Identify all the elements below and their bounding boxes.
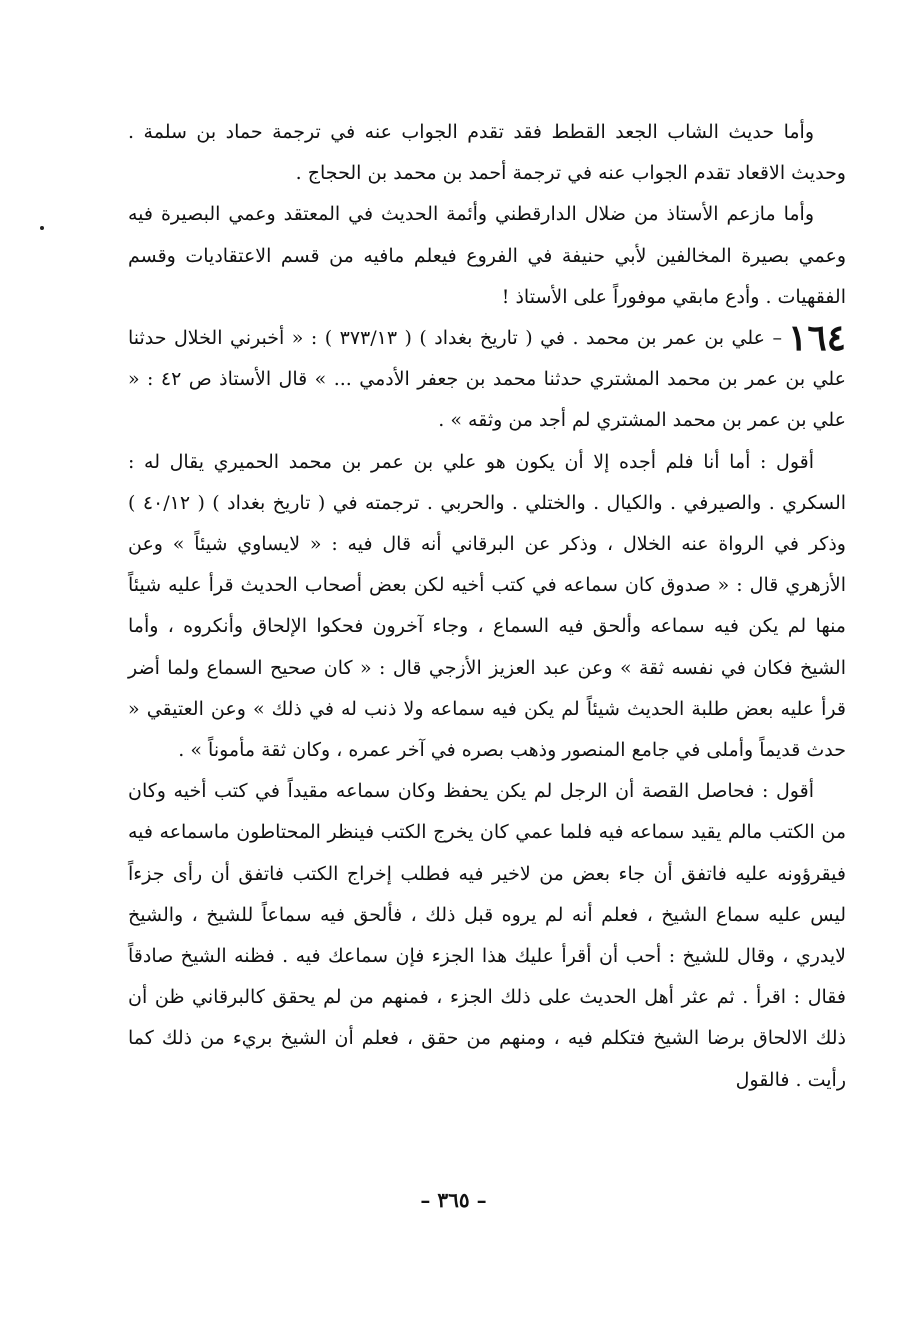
body-text: [128, 112, 846, 1101]
paragraph-aqulu-1: [128, 442, 846, 772]
paragraph-text: أقول : فحاصل القصة أن الرجل لم يكن يحفظ وكان سماعه مقيداً في كتب أخيه وكان من الكتب مالم يقيد سماعه فيه فلما عمي كان يخرج الكتب فينظر المحتاطون ماسماعه فيه فيقرؤونه عليه فاتفق أن جاء بعض من لاخير فيه فطلب إخراج الكتب فاتفق أن رأى جزءاً ليس عليه سماع الشيخ ، فعلم أنه لم يروه قبل ذلك ، فألحق فيه سماعاً للشيخ ، والشيخ لايدري ، وقال للشيخ : أحب أن أقرأ عليك هذا الجزء فإن سماعك فيه . فظنه الشيخ صادقاً فقال : اقرأ . ثم عثر أهل الحديث على ذلك الجزء ، فمنهم من لم يحقق كالبرقاني ظن أن ذلك الالحاق برضا الشيخ فتكلم فيه ، ومنهم من حقق ، فعلم أن الشيخ بريء من ذلك كما رأيت . فالقول: [128, 780, 846, 1091]
page-number: – ٣٦٥ –: [420, 1188, 487, 1212]
paragraph-text: وأما حديث الشاب الجعد القطط فقد تقدم الجواب عنه في ترجمة حماد بن سلمة . وحديث الاقعاد تقدم الجواب عنه في ترجمة أحمد بن محمد بن الحجاج .: [128, 121, 846, 185]
paragraph-aqulu-2: [128, 771, 846, 1101]
paragraph-text: أقول : أما أنا فلم أجده إلا أن يكون هو علي بن عمر بن محمد الحميري يقال له : السكري . والصيرفي . والكيال . والختلي . والحربي . ترجمته في ( تاريخ بغداد ) ( ٤٠/١٢ ) وذكر في الرواة عنه الخلال ، وذكر عن البرقاني أنه قال فيه : « لايساوي شيئاً » وعن الأزهري قال : « صدوق كان سماعه في كتب أخيه لكن بعض أصحاب الحديث قرأ عليه شيئاً منها لم يكن فيه سماعه وألحق فيه السماع ، وجاء آخرون فحكوا الإلحاق وأنكروه ، وأما الشيخ فكان في نفسه ثقة » وعن عبد العزيز الأزجي قال : « كان صحيح السماع ولما أضر قرأ عليه بعض طلبة الحديث شيئاً لم يكن فيه سماعه ولا ذنب له في ذلك » وعن العتيقي « حدث قديماً وأملى في جامع المنصور وذهب بصره في آخر عمره ، وكان ثقة مأموناً » .: [128, 450, 847, 762]
entry-number: ١٦٤: [788, 317, 847, 360]
paragraph-hadith-shab: [128, 112, 846, 194]
entry-heading-text: – علي بن عمر بن محمد . في ( تاريخ بغداد ) ( ٣٧٣/١٣ ) : « أخبرني الخلال حدثنا علي بن عمر بن محمد المشتري حدثنا محمد بن جعفر الأدمي ... » قال الأستاذ ص ٤٢ : « علي بن عمر بن محمد المشتري لم أجد من وثقه » .: [128, 327, 846, 432]
paragraph-text: وأما مازعم الأستاذ من ضلال الدارقطني وأئمة الحديث في المعتقد وعمي البصيرة فيه وعمي بصيرة المخالفين لأبي حنيفة في الفروع فيعلم مافيه من قسم الاعتقاديات وقسم الفقهيات . وأدع مابقي موفوراً على الأستاذ !: [128, 203, 846, 308]
entry-paragraph: [128, 318, 846, 442]
margin-speck: [40, 226, 44, 230]
paragraph-ustadh-claim: [128, 194, 846, 318]
